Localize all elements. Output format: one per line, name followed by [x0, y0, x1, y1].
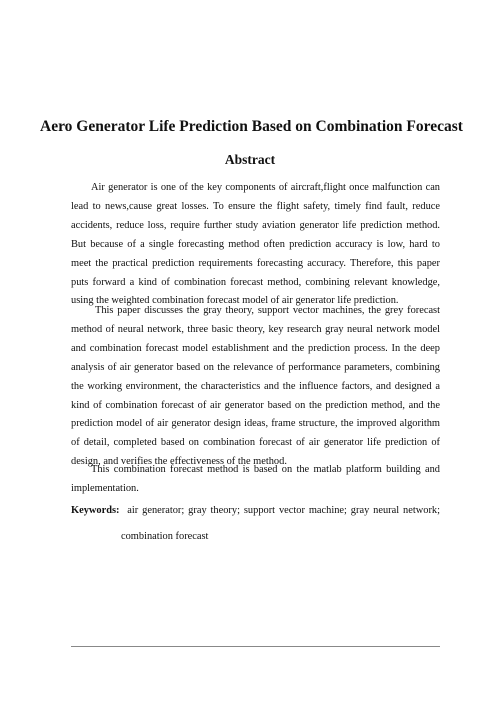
- keywords-label: Keywords:: [71, 505, 120, 516]
- abstract-heading: Abstract: [224, 152, 276, 167]
- footer-divider: [71, 646, 440, 647]
- abstract-paragraph-2: [71, 302, 440, 472]
- paragraph-text: This combination forecast method is based on the matlab platform building and implementation.: [71, 464, 440, 494]
- abstract-paragraph-3: [71, 461, 440, 499]
- paper-title: Aero Generator Life Prediction Based on Combination Forecast: [40, 118, 463, 135]
- keywords-continuation: combination forecast: [121, 531, 209, 542]
- keywords-list: air generator; gray theory; support vector machine; gray neural network;: [127, 505, 440, 516]
- paragraph-text: This paper discusses the gray theory, support vector machines, the grey forecast method of neural network, three basic theory, key research gray neural network model and combination forecast model establishment and the prediction process. In the deep analysis of air generator based on the relevance of performance parameters, combining the working environment, the characteristics and the influence factors, and designed a kind of combination forecast of air generator based on the prediction method, and the prediction model of air generator design ideas, frame structure, the improved algorithm of detail, completed based on combination forecast of air generator life prediction of design, and verifies the effectiveness of the method.: [71, 305, 440, 468]
- paragraph-text: Air generator is one of the key components of aircraft,flight once malfunction can lead to news,cause great losses. To ensure the flight safety, timely find fault, reduce accidents, reduce loss, require further study aviation generator life prediction method. But because of a single forecasting method often prediction accuracy is low, hard to meet the practical prediction requirements forecasting accuracy. Therefore, this paper puts forward a kind of combination forecast method, combining relevant knowledge, using the weighted combination forecast model of air generator life prediction.: [71, 182, 440, 307]
- abstract-paragraph-1: [71, 179, 440, 311]
- keywords-line: [71, 502, 440, 520]
